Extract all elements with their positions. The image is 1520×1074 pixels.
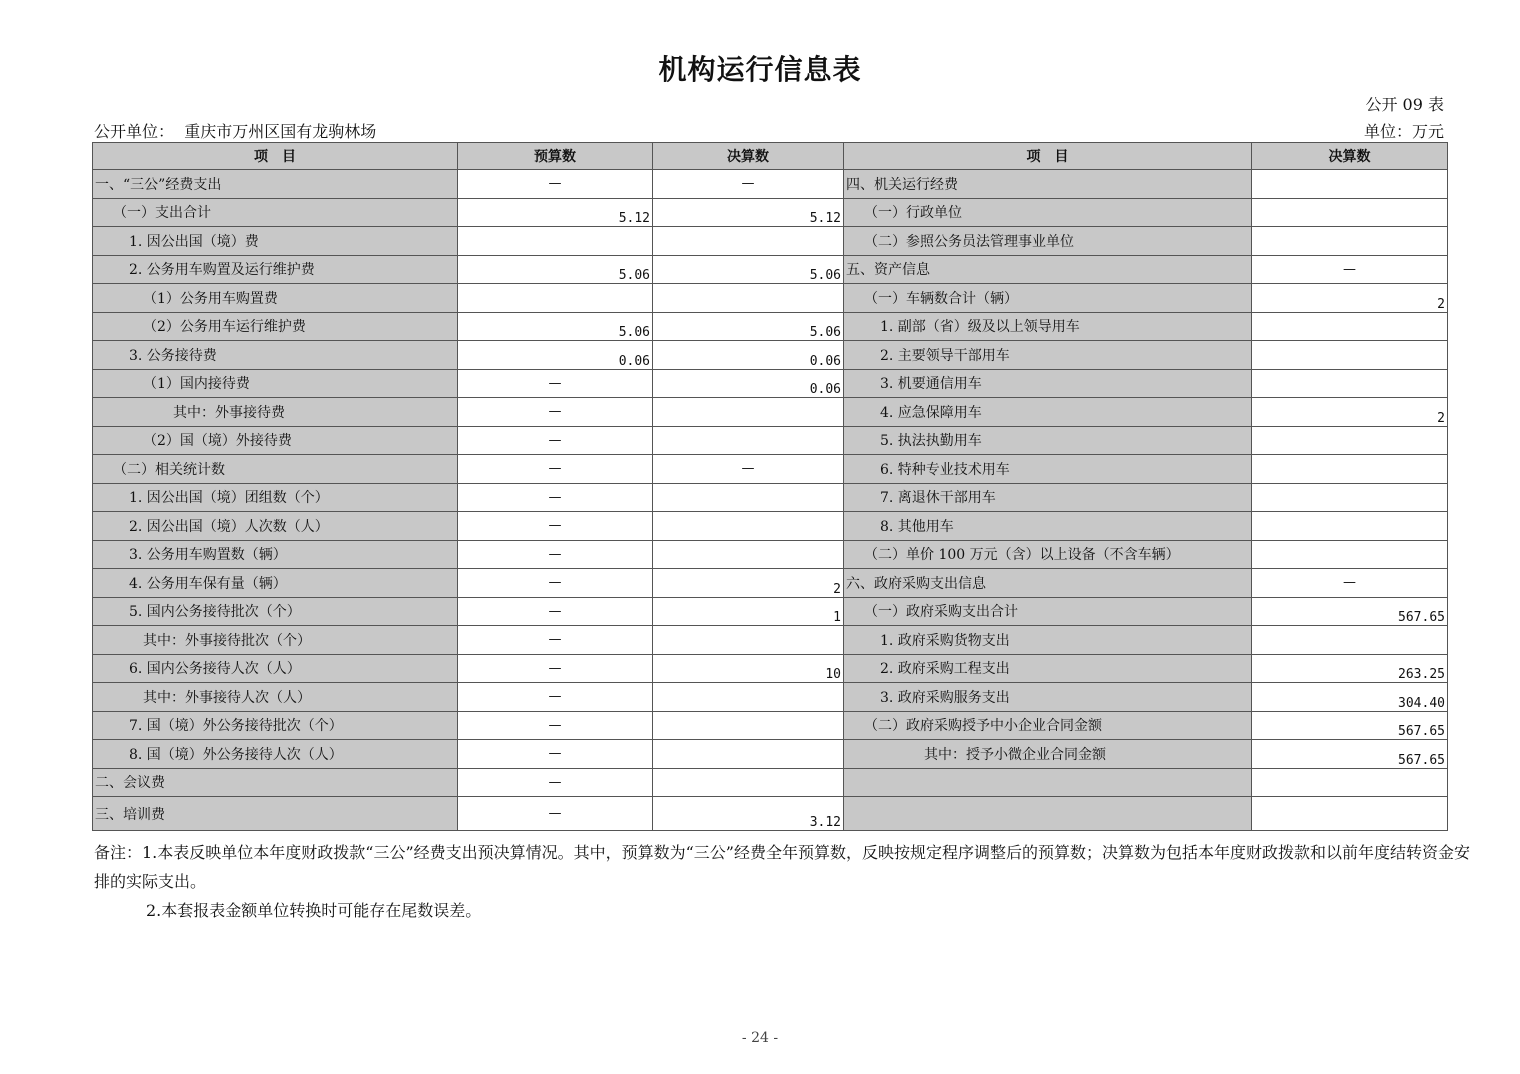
final-value-right: [1252, 540, 1448, 569]
final-value-right: 567.65: [1252, 740, 1448, 769]
row-label-left: （2）国（境）外接待费: [93, 426, 458, 455]
final-value-right: 263.25: [1252, 654, 1448, 683]
row-label-left: （1）国内接待费: [93, 369, 458, 398]
header-final: 决算数: [653, 143, 844, 170]
note-2: 2.本套报表金额单位转换时可能存在尾数误差。: [146, 901, 482, 920]
budget-value: —: [458, 683, 653, 712]
reporting-unit: [94, 119, 376, 142]
budget-value: —: [458, 654, 653, 683]
row-label-right: 5. 执法执勤用车: [844, 426, 1252, 455]
budget-value: —: [458, 455, 653, 484]
notes: [94, 838, 1484, 925]
final-value: 2: [653, 569, 844, 598]
row-label-right: 6. 特种专业技术用车: [844, 455, 1252, 484]
row-label-left: 1. 因公出国（境）费: [93, 227, 458, 256]
final-value-right: [1252, 768, 1448, 797]
row-label-left: 2. 公务用车购置及运行维护费: [93, 255, 458, 284]
table-row: [93, 797, 1448, 831]
table-row: [93, 768, 1448, 797]
table-row: [93, 626, 1448, 655]
row-label-right: 4. 应急保障用车: [844, 398, 1252, 427]
row-label-right: （二）单价 100 万元（含）以上设备（不含车辆）: [844, 540, 1252, 569]
budget-value: 5.06: [458, 255, 653, 284]
row-label-right: 7. 离退休干部用车: [844, 483, 1252, 512]
budget-value: —: [458, 398, 653, 427]
header-item: 项 目: [93, 143, 458, 170]
table-row: [93, 455, 1448, 484]
final-value: —: [653, 170, 844, 199]
row-label-right: 其中：授予小微企业合同金额: [844, 740, 1252, 769]
final-value-right: [1252, 797, 1448, 831]
final-value: [653, 284, 844, 313]
row-label-left: 7. 国（境）外公务接待批次（个）: [93, 711, 458, 740]
row-label-left: （1）公务用车购置费: [93, 284, 458, 313]
final-value-right: [1252, 312, 1448, 341]
row-label-left: 8. 国（境）外公务接待人次（人）: [93, 740, 458, 769]
budget-value: —: [458, 170, 653, 199]
final-value: [653, 626, 844, 655]
form-number: 公开 09 表: [1365, 95, 1444, 114]
row-label-left: 3. 公务接待费: [93, 341, 458, 370]
final-value-right: [1252, 170, 1448, 199]
final-value: 5.06: [653, 255, 844, 284]
row-label-left: 其中：外事接待人次（人）: [93, 683, 458, 712]
table-row: [93, 369, 1448, 398]
row-label-left: 其中：外事接待费: [93, 398, 458, 427]
budget-value: —: [458, 797, 653, 831]
row-label-right: 3. 机要通信用车: [844, 369, 1252, 398]
final-value-right: [1252, 227, 1448, 256]
final-value: [653, 711, 844, 740]
final-value-right: —: [1252, 255, 1448, 284]
final-value-right: 567.65: [1252, 597, 1448, 626]
final-value: [653, 683, 844, 712]
table-row: [93, 683, 1448, 712]
final-value: [653, 540, 844, 569]
row-label-left: 4. 公务用车保有量（辆）: [93, 569, 458, 598]
header-item-right: 项 目: [844, 143, 1252, 170]
final-value: —: [653, 455, 844, 484]
table-row: [93, 740, 1448, 769]
unit-label: 公开单位：: [94, 122, 175, 141]
final-value: [653, 740, 844, 769]
budget-value: —: [458, 569, 653, 598]
table-row: [93, 198, 1448, 227]
final-value-right: 2: [1252, 398, 1448, 427]
table-row: [93, 654, 1448, 683]
header-final-right: 决算数: [1252, 143, 1448, 170]
final-value: 5.12: [653, 198, 844, 227]
budget-value: —: [458, 426, 653, 455]
row-label-right: 2. 政府采购工程支出: [844, 654, 1252, 683]
final-value-right: 2: [1252, 284, 1448, 313]
info-table: [92, 142, 1448, 831]
final-value-right: [1252, 512, 1448, 541]
currency-unit: 单位：万元: [1363, 122, 1444, 141]
final-value-right: [1252, 198, 1448, 227]
final-value: 0.06: [653, 341, 844, 370]
budget-value: —: [458, 711, 653, 740]
row-label-right: 1. 副部（省）级及以上领导用车: [844, 312, 1252, 341]
row-label-right: 四、机关运行经费: [844, 170, 1252, 199]
final-value-right: [1252, 426, 1448, 455]
header-budget: 预算数: [458, 143, 653, 170]
row-label-right: （二）参照公务员法管理事业单位: [844, 227, 1252, 256]
row-label-left: （一）支出合计: [93, 198, 458, 227]
budget-value: —: [458, 597, 653, 626]
row-label-right: 六、政府采购支出信息: [844, 569, 1252, 598]
table-row: [93, 398, 1448, 427]
final-value-right: [1252, 341, 1448, 370]
budget-value: —: [458, 483, 653, 512]
final-value: [653, 483, 844, 512]
final-value: 3.12: [653, 797, 844, 831]
table-row: [93, 227, 1448, 256]
budget-value: —: [458, 512, 653, 541]
budget-value: 5.12: [458, 198, 653, 227]
row-label-left: 5. 国内公务接待批次（个）: [93, 597, 458, 626]
final-value: [653, 512, 844, 541]
table-row: [93, 711, 1448, 740]
row-label-right: [844, 768, 1252, 797]
budget-value: 0.06: [458, 341, 653, 370]
row-label-left: 一、“三公”经费支出: [93, 170, 458, 199]
row-label-left: （2）公务用车运行维护费: [93, 312, 458, 341]
row-label-right: （二）政府采购授予中小企业合同金额: [844, 711, 1252, 740]
row-label-right: [844, 797, 1252, 831]
table-row: [93, 284, 1448, 313]
final-value: 1: [653, 597, 844, 626]
final-value-right: [1252, 369, 1448, 398]
table-row: [93, 255, 1448, 284]
final-value-right: 567.65: [1252, 711, 1448, 740]
row-label-left: 二、会议费: [93, 768, 458, 797]
table-header-row: [93, 143, 1448, 170]
page-title: 机构运行信息表: [658, 53, 862, 86]
page-number: - 24 -: [741, 1030, 779, 1046]
row-label-left: 3. 公务用车购置数（辆）: [93, 540, 458, 569]
row-label-left: 1. 因公出国（境）团组数（个）: [93, 483, 458, 512]
table-row: [93, 483, 1448, 512]
budget-value: —: [458, 540, 653, 569]
budget-value: [458, 284, 653, 313]
final-value: [653, 768, 844, 797]
row-label-right: 3. 政府采购服务支出: [844, 683, 1252, 712]
final-value-right: [1252, 483, 1448, 512]
row-label-right: （一）政府采购支出合计: [844, 597, 1252, 626]
final-value: [653, 227, 844, 256]
row-label-left: 三、培训费: [93, 797, 458, 831]
row-label-right: 1. 政府采购货物支出: [844, 626, 1252, 655]
budget-value: —: [458, 768, 653, 797]
final-value: [653, 426, 844, 455]
final-value: 10: [653, 654, 844, 683]
budget-value: —: [458, 369, 653, 398]
final-value: 5.06: [653, 312, 844, 341]
row-label-right: 2. 主要领导干部用车: [844, 341, 1252, 370]
row-label-left: 6. 国内公务接待人次（人）: [93, 654, 458, 683]
final-value-right: 304.40: [1252, 683, 1448, 712]
note-1: 备注：1.本表反映单位本年度财政拨款“三公”经费支出预决算情况。其中，预算数为“三公”经费全年预算数，反映按规定程序调整后的预算数；决算数为包括本年度财政拨款和以前年度结转资金安排的实际支出。: [94, 843, 1470, 891]
table-row: [93, 170, 1448, 199]
row-label-left: 2. 因公出国（境）人次数（人）: [93, 512, 458, 541]
row-label-right: 五、资产信息: [844, 255, 1252, 284]
final-value-right: —: [1252, 569, 1448, 598]
final-value-right: [1252, 455, 1448, 484]
row-label-right: （一）车辆数合计（辆）: [844, 284, 1252, 313]
table-row: [93, 512, 1448, 541]
table-row: [93, 426, 1448, 455]
row-label-right: （一）行政单位: [844, 198, 1252, 227]
unit-name: 重庆市万州区国有龙驹林场: [184, 122, 377, 141]
table-row: [93, 569, 1448, 598]
table-row: [93, 540, 1448, 569]
budget-value: —: [458, 626, 653, 655]
final-value: 0.06: [653, 369, 844, 398]
table-row: [93, 341, 1448, 370]
row-label-left: （二）相关统计数: [93, 455, 458, 484]
row-label-right: 8. 其他用车: [844, 512, 1252, 541]
table-row: [93, 597, 1448, 626]
budget-value: [458, 227, 653, 256]
budget-value: —: [458, 740, 653, 769]
final-value-right: [1252, 626, 1448, 655]
budget-value: 5.06: [458, 312, 653, 341]
table-row: [93, 312, 1448, 341]
unit-row: [94, 119, 1444, 141]
row-label-left: 其中：外事接待批次（个）: [93, 626, 458, 655]
final-value: [653, 398, 844, 427]
